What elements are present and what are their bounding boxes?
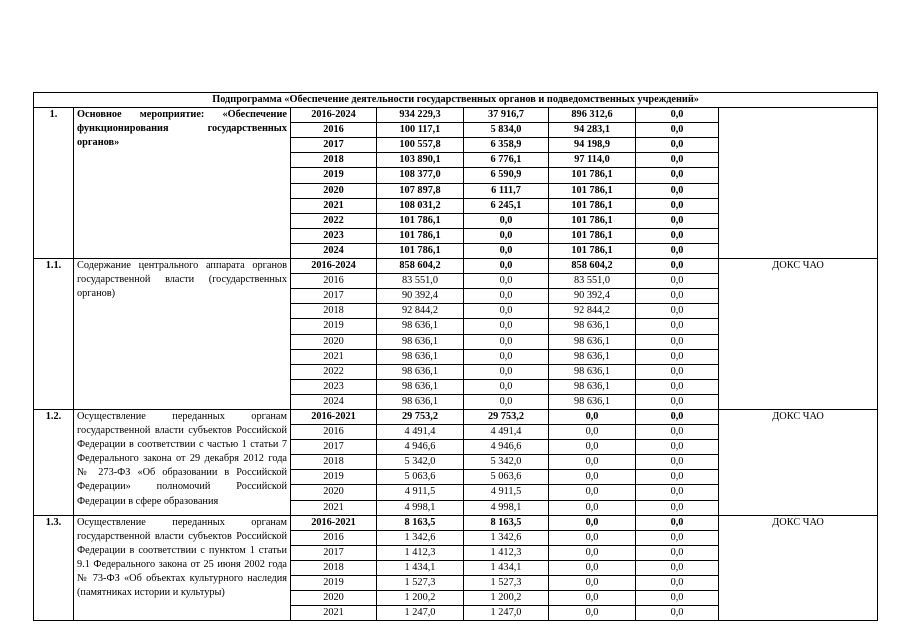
- cell-total: 5 342,0: [377, 455, 464, 470]
- cell-other: 0,0: [636, 560, 719, 575]
- measure-number: 1.3.: [34, 515, 74, 621]
- cell-regional: 98 636,1: [549, 349, 636, 364]
- cell-federal: 6 358,9: [464, 138, 549, 153]
- cell-regional: 98 636,1: [549, 364, 636, 379]
- cell-regional: 90 392,4: [549, 289, 636, 304]
- cell-period: 2016: [291, 530, 377, 545]
- cell-total: 98 636,1: [377, 319, 464, 334]
- cell-other: 0,0: [636, 394, 719, 409]
- cell-federal: 0,0: [464, 349, 549, 364]
- cell-federal: 4 946,6: [464, 440, 549, 455]
- measure-executor: ДОКС ЧАО: [719, 515, 878, 621]
- cell-federal: 8 163,5: [464, 515, 549, 530]
- cell-period: 2018: [291, 455, 377, 470]
- cell-period: 2021: [291, 606, 377, 621]
- cell-regional: 101 786,1: [549, 183, 636, 198]
- cell-total: 100 117,1: [377, 123, 464, 138]
- cell-period: 2021: [291, 500, 377, 515]
- cell-other: 0,0: [636, 500, 719, 515]
- cell-other: 0,0: [636, 243, 719, 258]
- cell-other: 0,0: [636, 319, 719, 334]
- cell-period: 2017: [291, 440, 377, 455]
- cell-other: 0,0: [636, 259, 719, 274]
- cell-other: 0,0: [636, 274, 719, 289]
- cell-total: 1 247,0: [377, 606, 464, 621]
- cell-regional: 0,0: [549, 455, 636, 470]
- cell-federal: 6 776,1: [464, 153, 549, 168]
- cell-period: 2019: [291, 319, 377, 334]
- cell-regional: 92 844,2: [549, 304, 636, 319]
- cell-regional: 0,0: [549, 591, 636, 606]
- cell-period: 2016: [291, 123, 377, 138]
- cell-other: 0,0: [636, 183, 719, 198]
- cell-federal: 0,0: [464, 213, 549, 228]
- cell-federal: 37 916,7: [464, 108, 549, 123]
- cell-period: 2020: [291, 183, 377, 198]
- cell-regional: 0,0: [549, 560, 636, 575]
- cell-period: 2016: [291, 274, 377, 289]
- cell-federal: 0,0: [464, 289, 549, 304]
- cell-federal: 4 911,5: [464, 485, 549, 500]
- cell-federal: 0,0: [464, 334, 549, 349]
- cell-regional: 0,0: [549, 530, 636, 545]
- budget-table: [33, 92, 878, 621]
- cell-period: 2023: [291, 379, 377, 394]
- cell-other: 0,0: [636, 304, 719, 319]
- measure-executor: [719, 108, 878, 259]
- cell-regional: 0,0: [549, 545, 636, 560]
- cell-regional: 101 786,1: [549, 198, 636, 213]
- cell-total: 107 897,8: [377, 183, 464, 198]
- cell-total: 4 491,4: [377, 425, 464, 440]
- cell-other: 0,0: [636, 334, 719, 349]
- cell-other: 0,0: [636, 364, 719, 379]
- cell-other: 0,0: [636, 123, 719, 138]
- cell-period: 2021: [291, 198, 377, 213]
- cell-federal: 0,0: [464, 364, 549, 379]
- cell-total: 8 163,5: [377, 515, 464, 530]
- cell-total: 108 031,2: [377, 198, 464, 213]
- cell-total: 1 342,6: [377, 530, 464, 545]
- cell-period: 2019: [291, 168, 377, 183]
- cell-regional: 0,0: [549, 515, 636, 530]
- cell-regional: 101 786,1: [549, 228, 636, 243]
- cell-period: 2016-2021: [291, 515, 377, 530]
- cell-other: 0,0: [636, 485, 719, 500]
- cell-regional: 896 312,6: [549, 108, 636, 123]
- cell-federal: 1 342,6: [464, 530, 549, 545]
- cell-other: 0,0: [636, 576, 719, 591]
- cell-regional: 98 636,1: [549, 319, 636, 334]
- cell-federal: 0,0: [464, 319, 549, 334]
- cell-other: 0,0: [636, 228, 719, 243]
- cell-other: 0,0: [636, 289, 719, 304]
- cell-period: 2021: [291, 349, 377, 364]
- subprogram-title: Подпрограмма «Обеспечение деятельности государственных органов и подведомственных учреждений»: [34, 93, 878, 108]
- cell-period: 2016-2021: [291, 409, 377, 424]
- cell-period: 2020: [291, 334, 377, 349]
- cell-regional: 97 114,0: [549, 153, 636, 168]
- cell-total: 98 636,1: [377, 364, 464, 379]
- cell-other: 0,0: [636, 530, 719, 545]
- cell-other: 0,0: [636, 455, 719, 470]
- cell-total: 98 636,1: [377, 379, 464, 394]
- measure-number: 1.: [34, 108, 74, 259]
- measure-name: Содержание центрального аппарата органов государственной власти (государственных органов): [74, 259, 291, 410]
- cell-federal: 0,0: [464, 379, 549, 394]
- cell-regional: 0,0: [549, 606, 636, 621]
- cell-federal: 1 200,2: [464, 591, 549, 606]
- cell-federal: 6 111,7: [464, 183, 549, 198]
- cell-federal: 0,0: [464, 228, 549, 243]
- cell-period: 2020: [291, 485, 377, 500]
- cell-other: 0,0: [636, 545, 719, 560]
- cell-regional: 98 636,1: [549, 334, 636, 349]
- cell-total: 5 063,6: [377, 470, 464, 485]
- cell-total: 1 527,3: [377, 576, 464, 591]
- cell-regional: 0,0: [549, 576, 636, 591]
- cell-total: 101 786,1: [377, 228, 464, 243]
- cell-federal: 1 247,0: [464, 606, 549, 621]
- cell-federal: 5 834,0: [464, 123, 549, 138]
- cell-period: 2022: [291, 213, 377, 228]
- budget-table-sheet: [33, 92, 877, 621]
- cell-regional: 101 786,1: [549, 213, 636, 228]
- cell-other: 0,0: [636, 515, 719, 530]
- cell-other: 0,0: [636, 108, 719, 123]
- cell-federal: 0,0: [464, 274, 549, 289]
- cell-total: 103 890,1: [377, 153, 464, 168]
- cell-total: 1 434,1: [377, 560, 464, 575]
- cell-other: 0,0: [636, 606, 719, 621]
- cell-period: 2016-2024: [291, 108, 377, 123]
- cell-total: 98 636,1: [377, 334, 464, 349]
- cell-period: 2017: [291, 138, 377, 153]
- cell-federal: 6 590,9: [464, 168, 549, 183]
- cell-regional: 0,0: [549, 425, 636, 440]
- cell-period: 2018: [291, 560, 377, 575]
- cell-other: 0,0: [636, 425, 719, 440]
- cell-regional: 0,0: [549, 409, 636, 424]
- cell-other: 0,0: [636, 440, 719, 455]
- cell-other: 0,0: [636, 349, 719, 364]
- cell-federal: 4 998,1: [464, 500, 549, 515]
- table-row: [34, 515, 878, 530]
- cell-regional: 83 551,0: [549, 274, 636, 289]
- cell-regional: 101 786,1: [549, 243, 636, 258]
- cell-other: 0,0: [636, 198, 719, 213]
- cell-other: 0,0: [636, 138, 719, 153]
- cell-regional: 0,0: [549, 485, 636, 500]
- cell-period: 2018: [291, 153, 377, 168]
- cell-federal: 0,0: [464, 259, 549, 274]
- cell-federal: 6 245,1: [464, 198, 549, 213]
- table-row: [34, 409, 878, 424]
- cell-period: 2024: [291, 394, 377, 409]
- cell-total: 92 844,2: [377, 304, 464, 319]
- cell-regional: 94 198,9: [549, 138, 636, 153]
- cell-period: 2019: [291, 470, 377, 485]
- cell-total: 29 753,2: [377, 409, 464, 424]
- cell-total: 90 392,4: [377, 289, 464, 304]
- cell-period: 2017: [291, 289, 377, 304]
- cell-total: 1 200,2: [377, 591, 464, 606]
- cell-period: 2024: [291, 243, 377, 258]
- cell-total: 4 946,6: [377, 440, 464, 455]
- cell-other: 0,0: [636, 213, 719, 228]
- measure-number: 1.1.: [34, 259, 74, 410]
- cell-regional: 94 283,1: [549, 123, 636, 138]
- cell-total: 1 412,3: [377, 545, 464, 560]
- cell-federal: 1 434,1: [464, 560, 549, 575]
- cell-federal: 29 753,2: [464, 409, 549, 424]
- cell-period: 2017: [291, 545, 377, 560]
- cell-federal: 0,0: [464, 304, 549, 319]
- subprogram-header-row: [34, 93, 878, 108]
- cell-total: 108 377,0: [377, 168, 464, 183]
- table-row: [34, 259, 878, 274]
- cell-total: 83 551,0: [377, 274, 464, 289]
- measure-executor: ДОКС ЧАО: [719, 409, 878, 515]
- measure-number: 1.2.: [34, 409, 74, 515]
- cell-regional: 0,0: [549, 470, 636, 485]
- measure-executor: ДОКС ЧАО: [719, 259, 878, 410]
- cell-total: 4 911,5: [377, 485, 464, 500]
- cell-regional: 98 636,1: [549, 394, 636, 409]
- cell-period: 2022: [291, 364, 377, 379]
- cell-total: 858 604,2: [377, 259, 464, 274]
- cell-other: 0,0: [636, 153, 719, 168]
- cell-other: 0,0: [636, 168, 719, 183]
- cell-period: 2023: [291, 228, 377, 243]
- cell-federal: 5 063,6: [464, 470, 549, 485]
- cell-total: 100 557,8: [377, 138, 464, 153]
- cell-total: 101 786,1: [377, 213, 464, 228]
- cell-other: 0,0: [636, 409, 719, 424]
- cell-regional: 0,0: [549, 440, 636, 455]
- measure-name: Основное мероприятие: «Обеспечение функционирования государственных органов»: [74, 108, 291, 259]
- cell-federal: 1 412,3: [464, 545, 549, 560]
- cell-period: 2019: [291, 576, 377, 591]
- cell-total: 101 786,1: [377, 243, 464, 258]
- cell-period: 2018: [291, 304, 377, 319]
- cell-total: 934 229,3: [377, 108, 464, 123]
- cell-regional: 0,0: [549, 500, 636, 515]
- cell-federal: 0,0: [464, 394, 549, 409]
- table-row: [34, 108, 878, 123]
- cell-other: 0,0: [636, 470, 719, 485]
- measure-name: Осуществление переданных органам государственной власти субъектов Российской Федерации в соответствии с частью 1 статьи 7 Федерального закона от 29 декабря 2012 года № 273-ФЗ «Об образовании в Российской Федерации» полномочий Российской Федерации в сфере образования: [74, 409, 291, 515]
- cell-other: 0,0: [636, 379, 719, 394]
- cell-federal: 1 527,3: [464, 576, 549, 591]
- cell-total: 98 636,1: [377, 349, 464, 364]
- cell-other: 0,0: [636, 591, 719, 606]
- cell-period: 2016-2024: [291, 259, 377, 274]
- cell-regional: 101 786,1: [549, 168, 636, 183]
- measure-name: Осуществление переданных органам государственной власти субъектов Российской Федерации в соответствии с пунктом 1 статьи 9.1 Федерального закона от 25 июня 2002 года № 73-ФЗ «Об объектах культурного наследия (памятниках истории и культуры): [74, 515, 291, 621]
- cell-period: 2016: [291, 425, 377, 440]
- cell-total: 98 636,1: [377, 394, 464, 409]
- cell-federal: 4 491,4: [464, 425, 549, 440]
- cell-federal: 0,0: [464, 243, 549, 258]
- cell-period: 2020: [291, 591, 377, 606]
- cell-federal: 5 342,0: [464, 455, 549, 470]
- cell-regional: 858 604,2: [549, 259, 636, 274]
- cell-total: 4 998,1: [377, 500, 464, 515]
- table-body: [34, 93, 878, 621]
- cell-regional: 98 636,1: [549, 379, 636, 394]
